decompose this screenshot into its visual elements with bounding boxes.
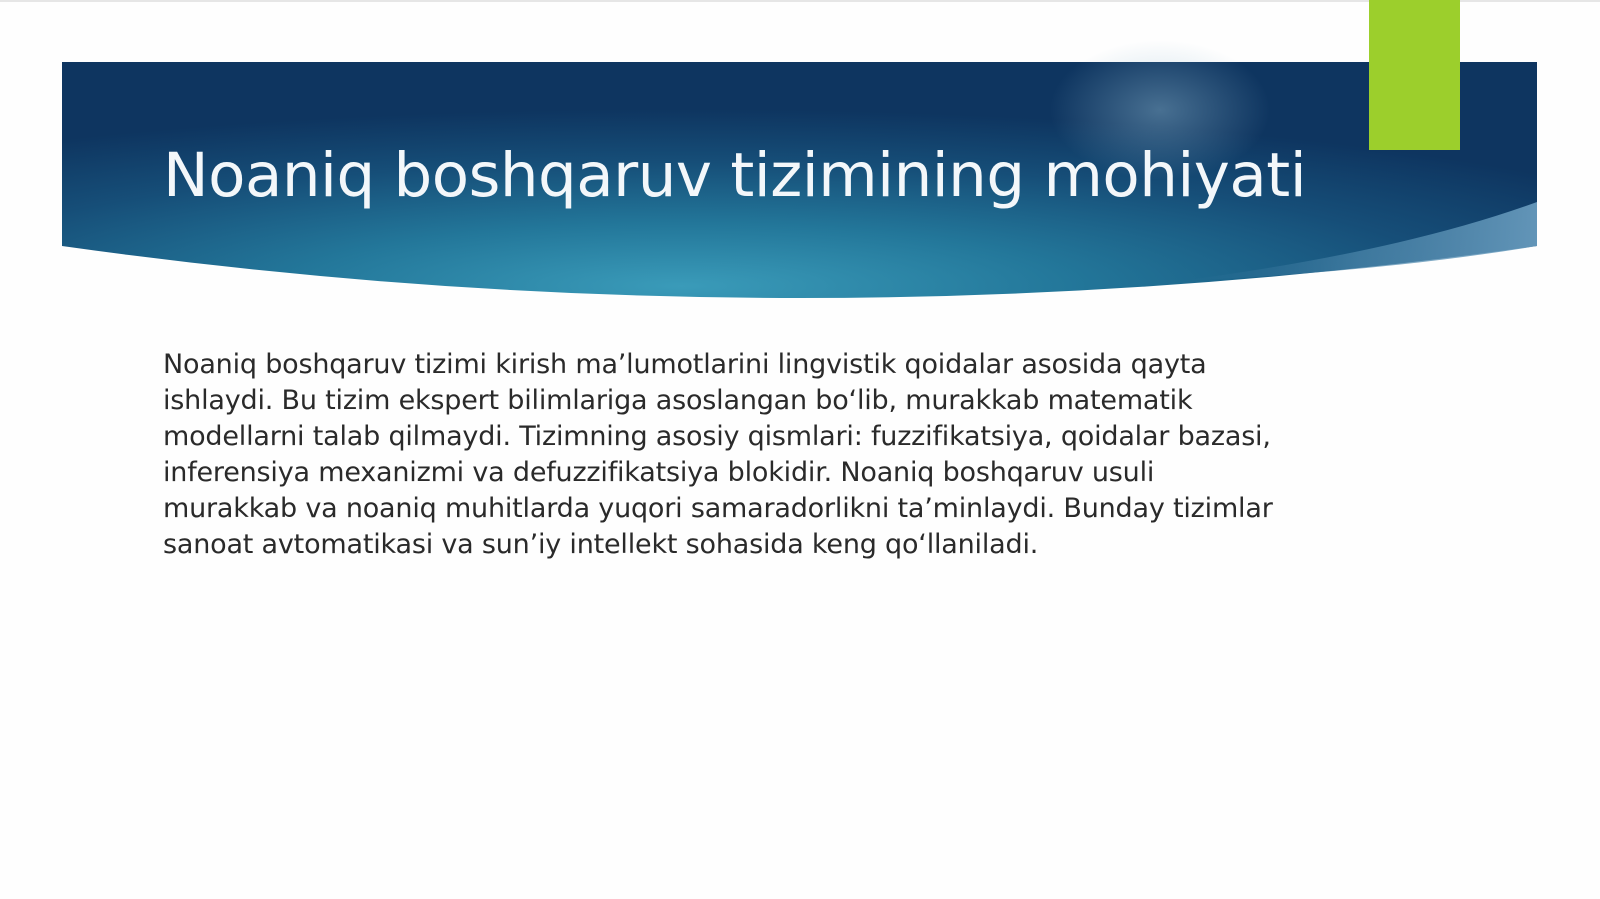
accent-tab	[1369, 0, 1460, 150]
slide-title: Noaniq boshqaruv tizimining mohiyati	[163, 140, 1307, 211]
slide-body-text: Noaniq boshqaruv tizimi kirish ma’lumotlarini lingvistik qoidalar asosida qayta ishlaydi. Bu tizim ekspert bilimlariga asoslangan bo‘lib, murakkab matematik modellarni talab qilmaydi. Tizimning asosiy qismlari: fuzzifikatsiya, qoidalar bazasi, inferensiya mexanizmi va defuzzifikatsiya blokidir. Noaniq boshqaruv usuli murakkab va noaniq muhitlarda yuqori samaradorlikni ta’minlaydi. Bunday tizimlar sanoat avtomatikasi va sun’iy intellekt sohasida keng qo‘llaniladi.	[163, 349, 1273, 560]
